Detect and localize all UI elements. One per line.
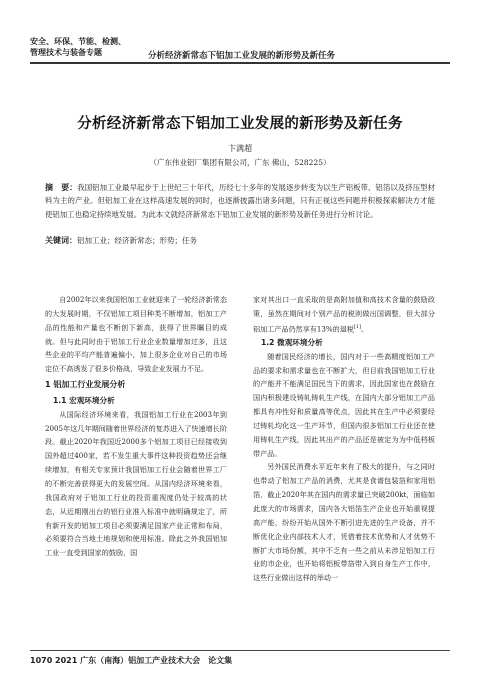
header-rule (30, 62, 450, 64)
abstract-label: 摘 要： (45, 183, 78, 192)
paper-title: 分析经济新常态下铝加工业发展的新形势及新任务 (77, 116, 403, 132)
header-category-line1: 安全、环保、节能、检测、 (30, 37, 126, 46)
citation-ref[interactable]: [1] (353, 323, 361, 330)
paragraph-continued-end: 。 (361, 324, 369, 334)
header-running-title: 分析经济新常态下铝加工业发展的新形势及新任务 (148, 51, 336, 61)
paragraph-continued-text: 家对其出口一直采取的是高附加值和高技术含量的鼓励政策，虽然在期间对个别产品的税则做出国调整，但大部分铝加工产品仍然享有13%的退税 (253, 295, 435, 334)
affiliation: （广东伟业铝厂集团有限公司，广东 佛山，528225） (149, 158, 331, 167)
footer-text: 1070 2021 广东（南海）铝加工产业技术大会 论文集 (30, 656, 233, 665)
body-column-left (45, 293, 227, 560)
paragraph-micro: 随着国民经济的增长，国内对于一些高精度铝加工产品的要求和需求量也在不断扩大，但目前我国铝加工行业的产能并不能满足国民当下的需求，因此国家也在鼓励在国内积极建设铸轧铸轧生产线，在国内大部分铝加工产品都具有冲性好和质量高等优点，因此其在生产中必须要经过铸轧均化这一生产环节，但国内很多铝加工行业还在使用铸轧生产线，因此其出产的产品还是被定为为中低档板带产品。 (253, 351, 435, 458)
paragraph-macro: 从国际经济环境来看，我国铝加工行业在2003年到2005年这几年期间随着世界经济的复苏进入了快速增长阶段。截止2020年我国近2000多个铝加工项目已经接收到国外超过400家，若不发生重大事件这种投资趋势还会继续增加，有相关专家预计我国铝加工行业会随着世界工厂的不断完善获得更大的发展空间。从国内经济环境来看，我国政府对于铝加工行业的投资重视度仍处于较高的状态，从近期刚出台的铝行业准入标准中就明确规定了，所有新开发的铝加工项目必须要满足国家产业正常和布局，必须要符合当地土地规划和使用标准。除此之外我国铝加工业一直受到国家的鼓励，国 (45, 409, 227, 558)
abstract-text: 我国铝加工业最早起步于上世纪三十年代，历经七十多年的发展逐步转变为以生产铝板带、铝箔以及挤压型材料为主的产业。但铝加工业在这样高速发展的同时，也逐渐披露出诸多问题，只有正视这些问题并积极探索解决方才能使铝加工也稳定持续地发展。为此本文就经济新常态下铝加工业发展的新形势及新任务进行分析讨论。 (45, 183, 436, 219)
keywords (45, 235, 435, 246)
header-category (30, 36, 150, 58)
subsection-heading-1-2: 1.2 微观环境分析 (261, 337, 323, 347)
author: 卞满超 (228, 144, 252, 153)
paragraph-intro: 自2002年以来我国铝加工业就迎来了一轮经济新常态的大发展时期，不仅铝加工项目种类不断增加，铝加工产品的性能和产量也不断创下新高，获得了世界瞩目的成就。但与此同时由于铝加工行业企业数量增加过多，且这些企业的平均产能普遍偏小，加上很多企业对自己的市场定位不高诱发了很多价格战，导致企业发展力不足。 (45, 295, 227, 374)
abstract (45, 181, 435, 221)
paragraph-consumption: 另外国民消费水平近年来有了极大的提升，与之同时也带动了铝加工产品的消费，尤其是食谱包装箔和家用铝箔，截止2020年其在国内的需求量已突破200kt，面临如此庞大的市场需求，国内各大铝箔生产企业也开始重视提高产能，纷纷开始从国外不断引进先进的生产设备，并不断优化企业内部技术人才，凭借着技术优势和人才优势不断扩大市场份额，其中不乏有一些之前从未涉足铝加工行业的市企业，也开始将铝板带箔带入到自身生产工作中，这些行业做出这样的举动一 (253, 462, 435, 583)
paragraph-continued (253, 293, 435, 336)
keywords-text: 铝加工业；经济新常态；形势；任务 (77, 236, 197, 245)
subsection-heading-1-1: 1.1 宏观环境分析 (53, 395, 115, 405)
running-header (30, 36, 450, 61)
header-category-line2: 管理技术与装备专题 (30, 48, 102, 57)
footer-rule (30, 650, 450, 651)
body-column-right (253, 293, 435, 585)
section-heading-1: 1 铝加工行业发展分析 (45, 380, 126, 390)
keywords-label: 关键词： (45, 236, 77, 245)
